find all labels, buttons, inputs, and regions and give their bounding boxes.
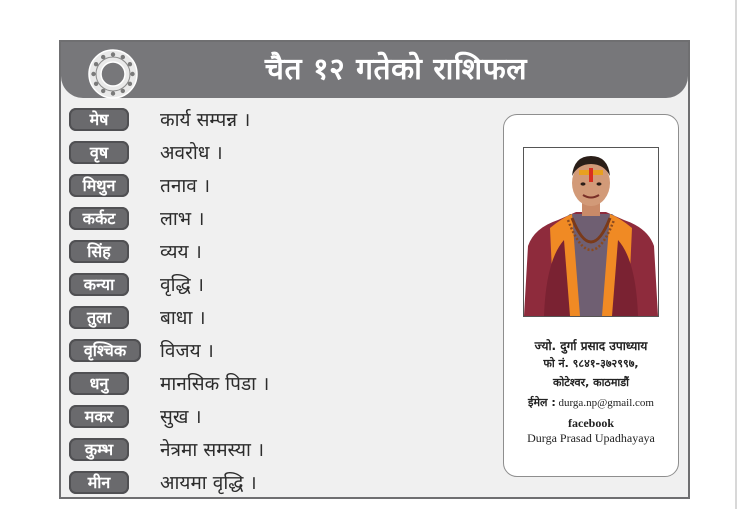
prediction-text: वृद्धि ।	[160, 274, 204, 296]
sign-badge: कुम्भ	[69, 438, 129, 461]
astrologer-address: कोटेश्वर, काठमाडौं	[553, 376, 629, 389]
sign-badge: मकर	[69, 405, 129, 428]
page-title: चैत १२ गतेको राशिफल	[264, 52, 528, 87]
prediction-text: अवरोध ।	[160, 142, 223, 164]
page-edge-line	[735, 0, 737, 509]
prediction-text: लाभ ।	[160, 208, 205, 230]
astrologer-name: ज्यो. दुर्गा प्रसाद उपाध्याय	[534, 339, 648, 353]
rashifal-card	[59, 40, 690, 499]
sign-badge: मीन	[69, 471, 129, 494]
zodiac-wheel-icon	[87, 48, 139, 100]
prediction-text: व्यय ।	[160, 241, 202, 263]
header-bar	[61, 42, 688, 98]
prediction-text: बाधा ।	[160, 307, 206, 329]
portrait-illustration	[524, 148, 658, 316]
prediction-text: सुख ।	[160, 406, 202, 428]
prediction-text: तनाव ।	[160, 175, 211, 197]
sign-badge: कन्या	[69, 273, 129, 296]
astrologer-profile	[503, 114, 679, 477]
sign-badge: वृश्चिक	[69, 339, 141, 362]
astrologer-photo	[523, 147, 659, 317]
astrologer-email-line	[504, 393, 678, 413]
astrologer-info	[504, 337, 678, 446]
sign-badge: सिंह	[69, 240, 129, 263]
sign-badge: धनु	[69, 372, 129, 395]
prediction-text: कार्य सम्पन्न ।	[160, 109, 251, 131]
sign-badge: कर्कट	[69, 207, 129, 230]
sign-badge: तुला	[69, 306, 129, 329]
facebook-name: Durga Prasad Upadhayaya	[527, 431, 655, 445]
sign-badge: वृष	[69, 141, 129, 164]
sign-badge: मेष	[69, 108, 129, 131]
email-label: ईमेल :	[528, 396, 556, 409]
prediction-text: विजय ।	[160, 340, 214, 362]
prediction-text: नेत्रमा समस्या ।	[160, 439, 265, 461]
sign-badge: मिथुन	[69, 174, 129, 197]
prediction-text: मानसिक पिडा ।	[160, 373, 270, 395]
email-value: durga.np@gmail.com	[558, 397, 654, 409]
facebook-label: facebook	[568, 416, 614, 430]
astrologer-phone: फो नं. ९८४१-३७२९९७,	[543, 357, 639, 370]
prediction-text: आयमा वृद्धि ।	[160, 472, 257, 494]
